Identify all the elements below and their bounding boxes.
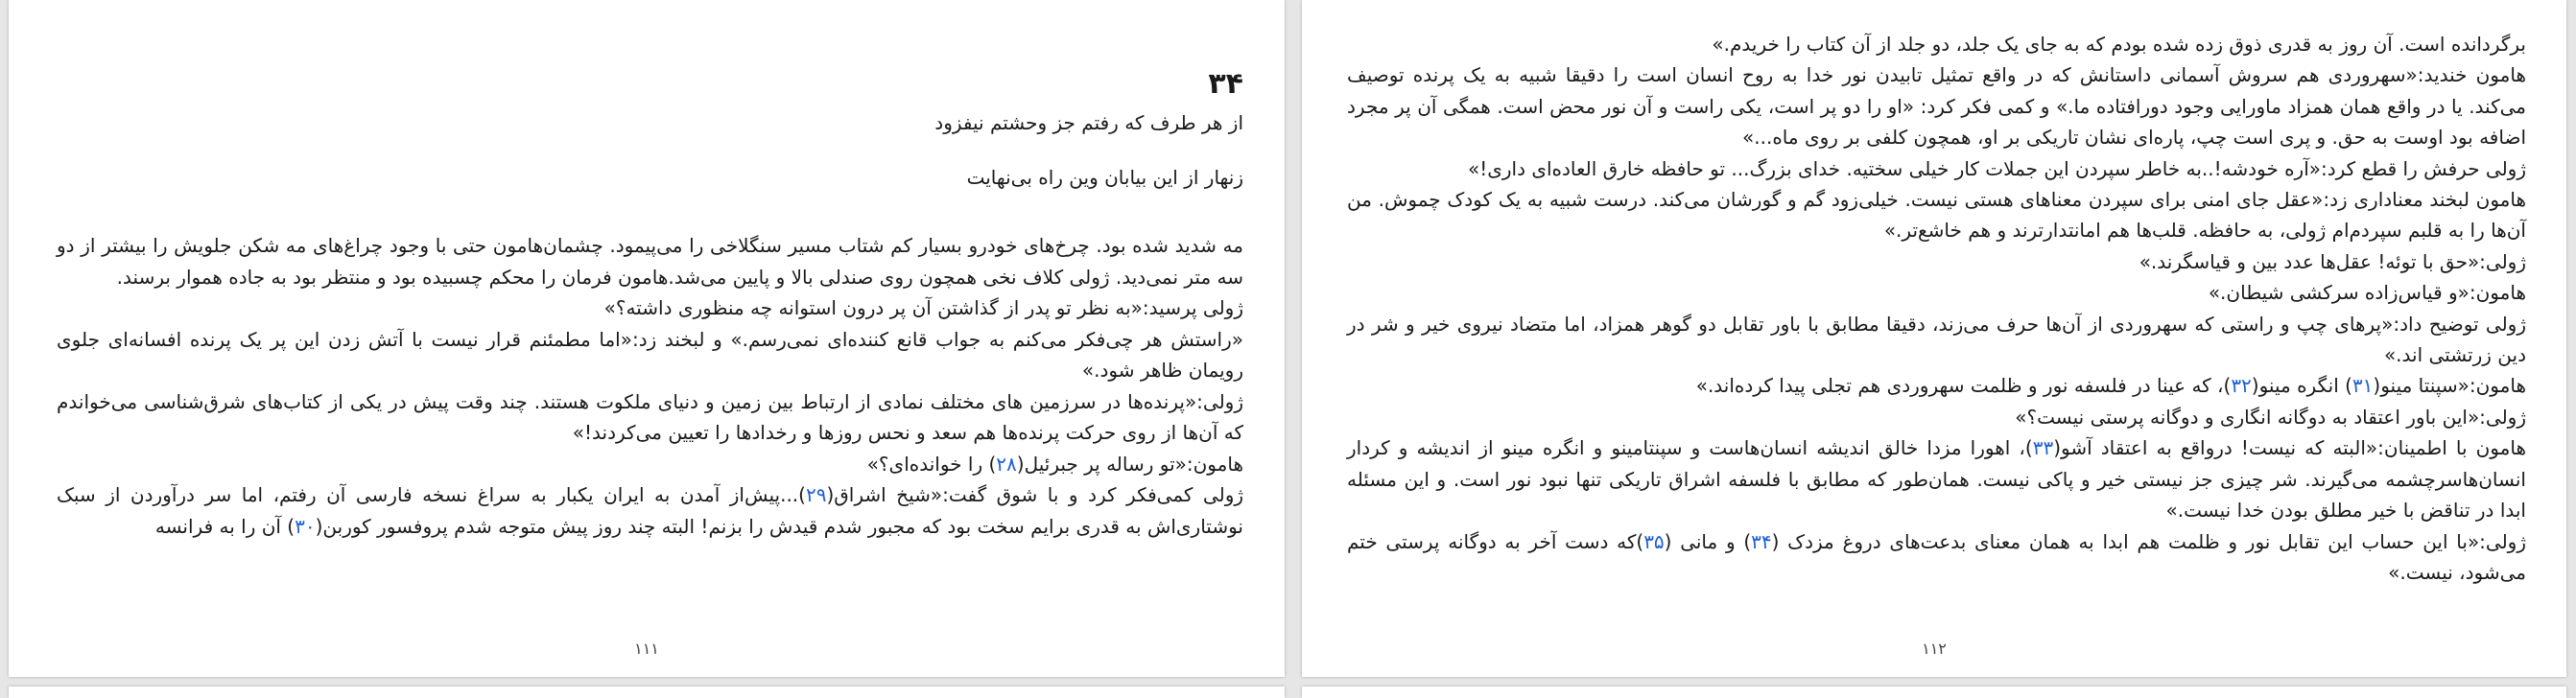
- next-page-edge: [1302, 686, 2566, 698]
- page-number: ۱۱۱: [634, 640, 659, 658]
- book-page-right: [1302, 0, 2566, 677]
- paragraph: برگردانده است. آن روز به قدری ذوق زده شده بودم که به جای یک جلد، دو جلد از آن کتاب را خریدم.»: [1712, 33, 2526, 56]
- page-content: [1347, 29, 2526, 588]
- paragraph: ژولی توضیح داد:«پرهای چپ و راستی که سهروردی از آن‌ها حرف می‌زند، دقیقا مطابق با باور تقابل دو گوهر همزاد، اما متضاد نیروی خیر و شر در دین زرتشتی اند.»: [1347, 312, 2526, 367]
- paragraph: ژولی:«پرنده‌ها در سرزمین های مختلف نمادی از ارتباط بین زمین و دنیای ملکوت هستند. چند وقت پیش در یکی از کتاب‌های شرق‌شناسی می‌خواندم که آن‌ها از روی حرکت پرنده‌ها هم سعد و نحس روزها و رخدادها را تعیین می‌کردند!»: [57, 389, 1243, 444]
- paragraph: ژولی:«حق با توئه! عقل‌ها عدد بین و قیاسگرند.»: [2139, 249, 2526, 273]
- paragraph: هامون خندید:«سهروردی هم سروش آسمانی داستانش که در واقع تمثیل تابیدن نور خدا به روح انسان است را دقیقا شبیه به یک پرنده توصیف می‌کند. یا در واقع همان همزاد ماورایی وجود دورافتاده ما.» و کمی فکر کرد: «او را دو پر است، یکی راست و آن نور محض است. همگی آن پر مجرد اضافه بود اوست به حق. و پری است چپ، پاره‌ای نشان تاریکی بر او، همچون کلفی بر روی ماه...»: [1347, 63, 2526, 150]
- page-content: [57, 67, 1243, 542]
- poem-line: زنهار از این بیابان وین راه بی‌نهایت: [966, 166, 1243, 189]
- footnote-link[interactable]: ۲۸: [996, 452, 1017, 476]
- footnote-link[interactable]: ۳۲: [2231, 374, 2252, 398]
- footnote-link[interactable]: ۳۳: [2032, 436, 2054, 460]
- paragraph: ژولی حرفش را قطع کرد:«آره خودشه!..به خاطر سپردن این جملات کار خیلی سختیه. خدای بزرگ... تو حافظه خارق العاده‌ای داری!»: [1467, 156, 2526, 180]
- footnote-link[interactable]: ۳۰: [295, 514, 316, 538]
- footnote-link[interactable]: ۳۴: [1751, 529, 1772, 553]
- book-page-left: [9, 0, 1285, 677]
- paragraph: ژولی:«این باور اعتقاد به دوگانه انگاری و دوگانه پرستی نیست؟»: [2015, 405, 2526, 429]
- paragraph: هامون با اطمینان:«البته که نیست! درواقع به اعتقاد آشو(۳۳)، اهورا مزدا خالق اندیشه انسان‌هاست و سپنتامینو و انگره مینو از اندیشه و کردار انسان‌هاسرچشمه می‌گیرند. شر چیزی جز نیستی خیر و پاکی نیست. همان‌طور که مطابق با فلسفه اشراق تاریکی تنها نبود نور است. و این مسئله ابدا در تناقض با خیر مطلق بودن خدا نیست.»: [1347, 436, 2526, 523]
- paragraph: هامون:«و قیاس‌زاده سرکشی شیطان.»: [2208, 281, 2526, 305]
- chapter-number: ۳۴: [1208, 67, 1243, 101]
- footnote-link[interactable]: ۳۵: [1643, 529, 1665, 553]
- paragraph: هامون لبخند معناداری زد:«عقل جای امنی برای سپردن معناهای هستی نیست. خیلی‌زود گم و گورشان می‌کند. درست شبیه به یک کودک چموش. من آن‌ها را به قلبم سپردم‌ام ژولی، به حافظه. قلب‌ها هم امانتدارترند و هم خاشع‌تر.»: [1347, 188, 2526, 243]
- footnote-link[interactable]: ۳۱: [2351, 374, 2374, 398]
- paragraph: هامون:«تو رساله پر جبرئیل(۲۸) را خوانده‌ای؟»: [866, 452, 1243, 476]
- paragraph: «راستش هر چی‌فکر می‌کنم به جواب قانع کننده‌ای نمی‌رسم.» و لبخند زد:«اما مطمئنم قرار نیست با آتش زدن این پر یک پرنده افسانه‌ای جلوی رویمان ظاهر شود.»: [57, 327, 1243, 382]
- footnote-link[interactable]: ۲۹: [805, 483, 827, 506]
- paragraph: مه شدید شده بود. چرخ‌های خودرو بسیار کم شتاب مسیر سنگلاخی را می‌پیمود. چشمان‌هامون حتی با وجود چراغ‌های مه شکن جلویش را بیشتر از دو سه متر نمی‌دید. ژولی کلاف نخی همچون روی صندلی بالا و پایین می‌شد.هامون فرمان را محکم چسبیده بود و منتظر بود به جاده هموار برسند.: [57, 234, 1243, 289]
- page-number: ۱۱۲: [1922, 640, 1947, 658]
- paragraph: ژولی پرسید:«به نظر تو پدر از گذاشتن آن پر درون استوانه چه منظوری داشته؟»: [603, 296, 1243, 319]
- paragraph: هامون:«سپنتا مینو(۳۱) انگره مینو(۳۲)، که عینا در فلسفه نور و ظلمت سهروردی هم تجلی پیدا کرده‌اند.»: [1695, 374, 2526, 398]
- paragraph: ژولی کمی‌فکر کرد و با شوق گفت:«شیخ اشراق(۲۹)...پیش‌از آمدن به ایران یکبار به سراغ نسخه فارسی آن رفتم، اما سر درآوردن از سبک نوشتاری‌اش به قدری برایم سخت بود که مجبور شدم قیدش را بزنم! البته چند روز پیش متوجه شدم پروفسور کوربن(۳۰) آن را به فرانسه: [57, 483, 1244, 538]
- paragraph: ژولی:«با این حساب این تقابل نور و ظلمت هم ابدا به همان معنای بدعت‌های دروغ مزدک (۳۴) و مانی (۳۵)که دست آخر به دوگانه پرستی ختم می‌شود، نیست.»: [1347, 529, 2526, 584]
- next-page-edge: [9, 686, 1285, 698]
- poem-line: از هر طرف که رفتم جز وحشتم نیفزود: [934, 111, 1243, 134]
